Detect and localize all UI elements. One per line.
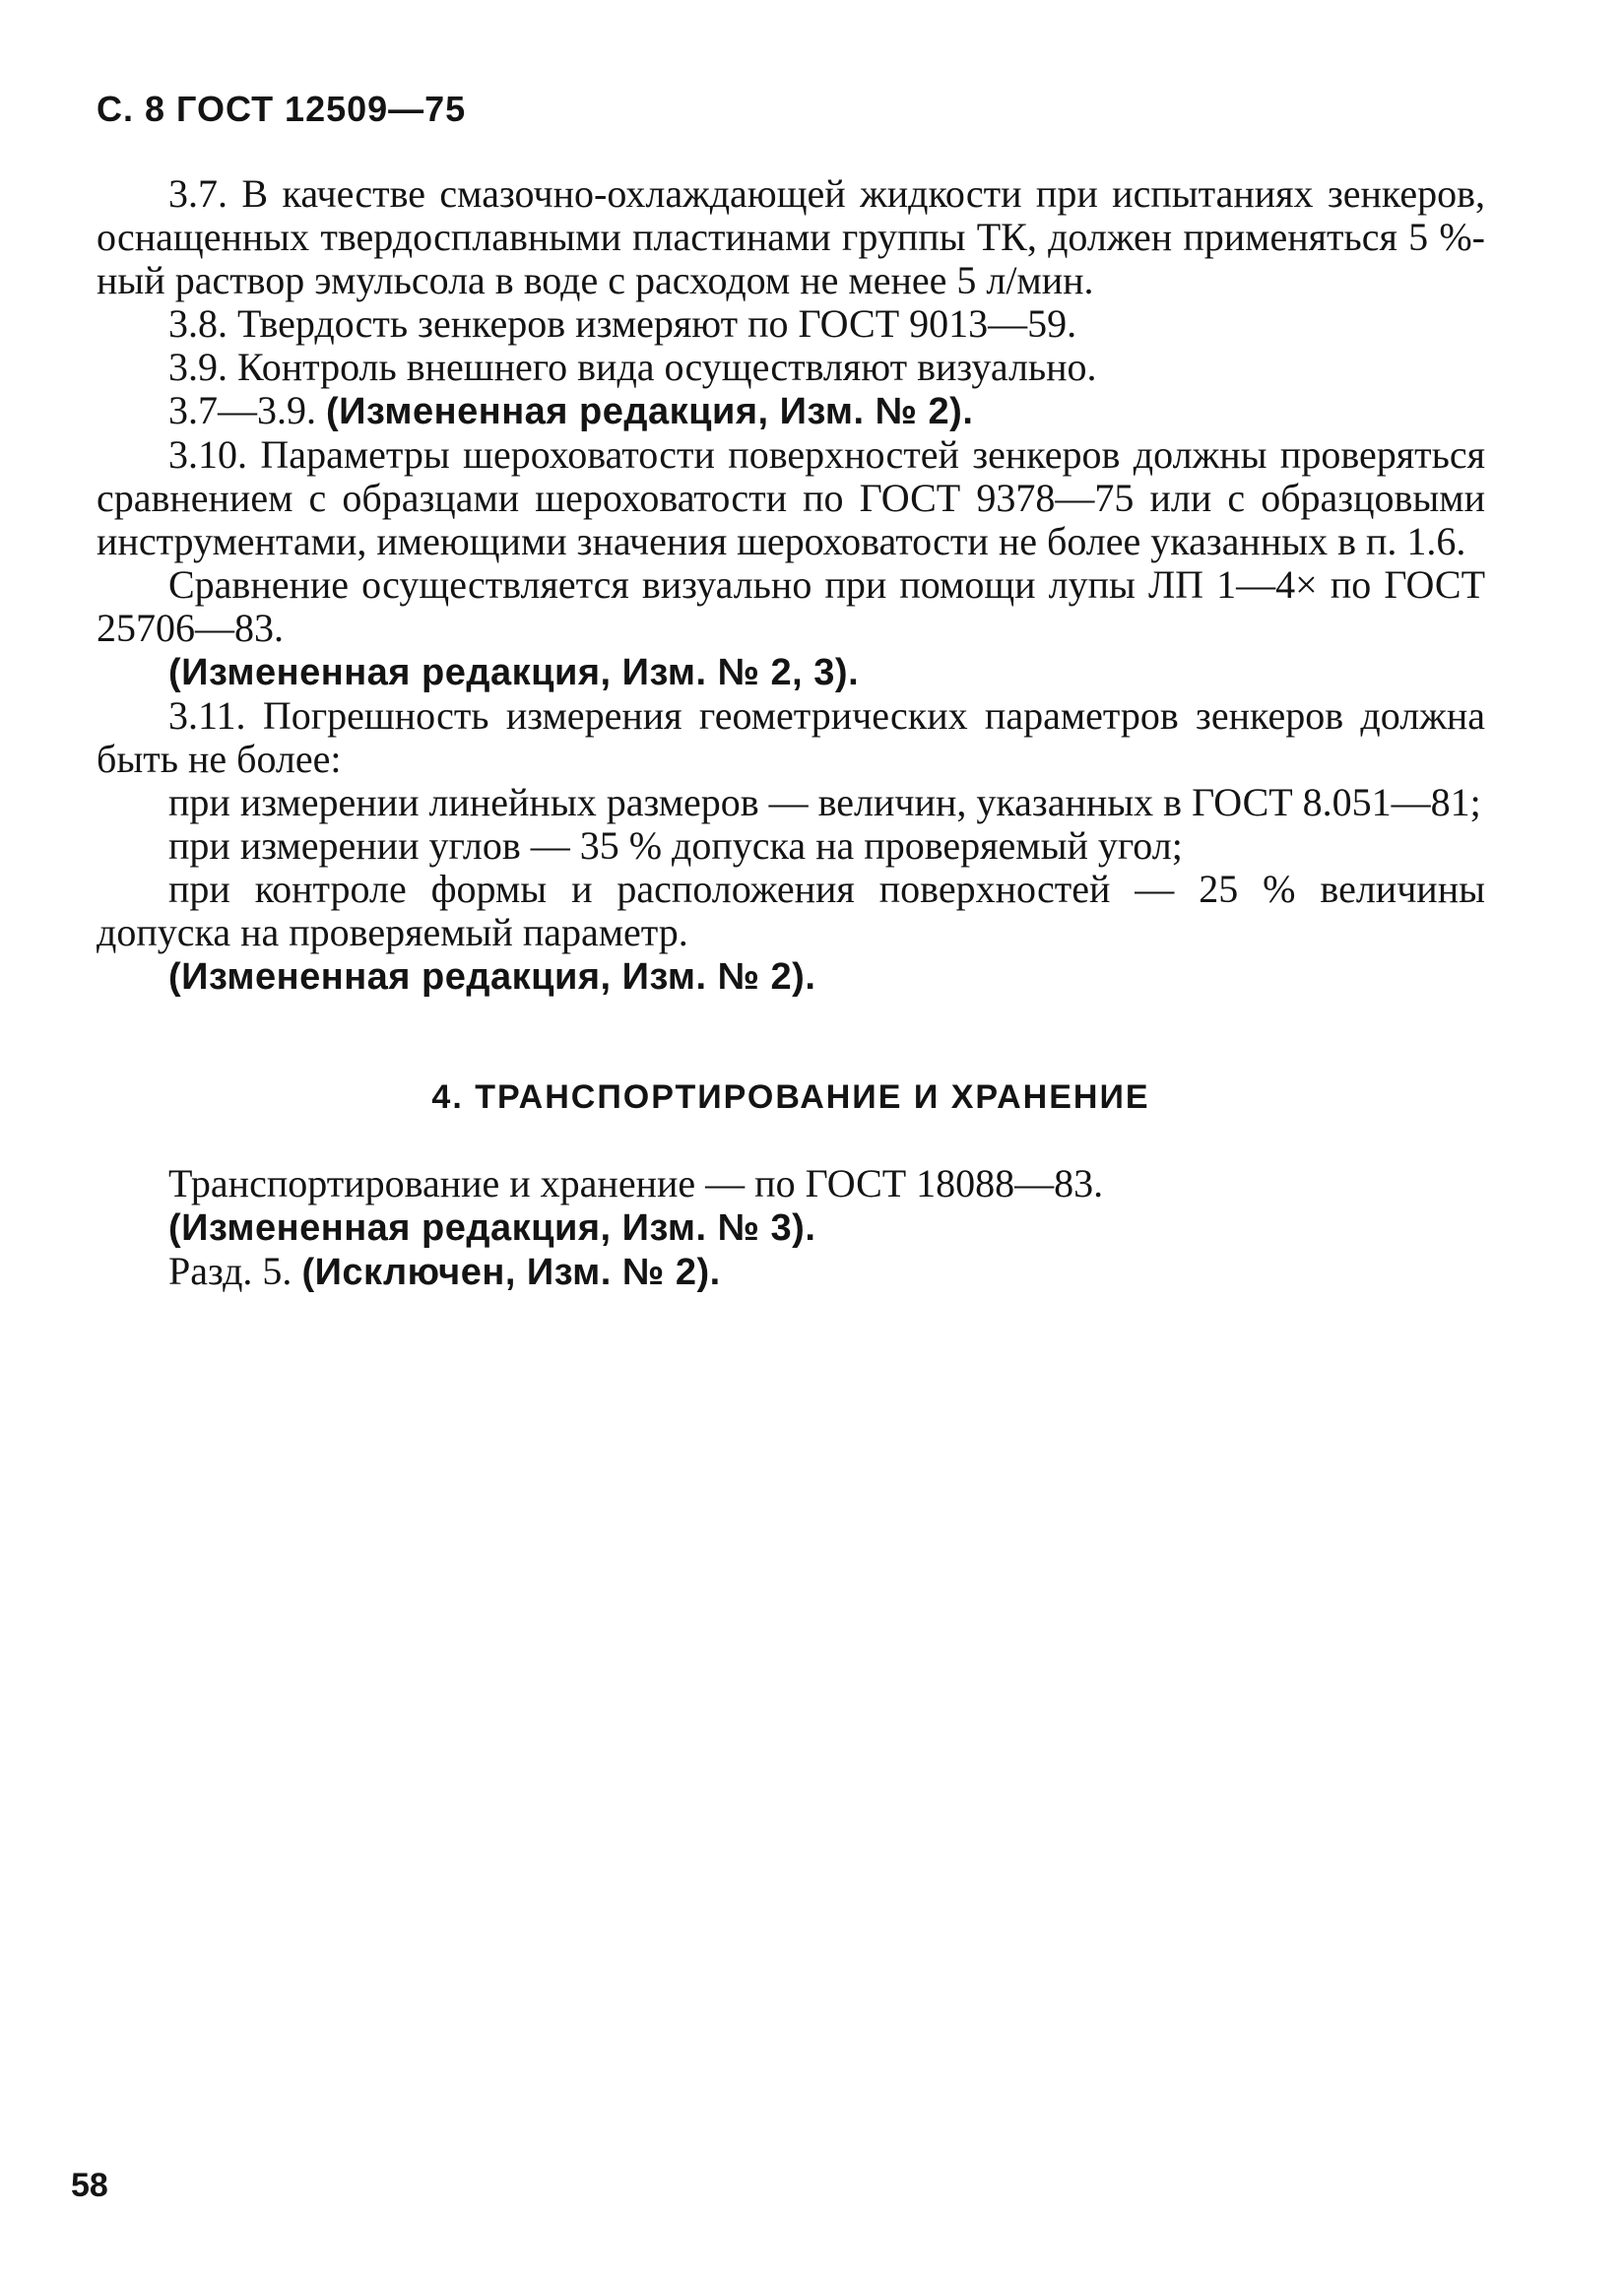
revision-note: (Исключен, Изм. № 2).: [301, 1252, 721, 1293]
revision-note: (Измененная редакция, Изм. № 2).: [326, 391, 974, 432]
section-5-prefix: Разд. 5.: [168, 1249, 302, 1293]
revision-note: (Измененная редакция, Изм. № 3).: [168, 1207, 816, 1249]
paragraph-3-10-note: [97, 650, 1485, 694]
paragraph-3-7-3-9-prefix: 3.7—3.9.: [168, 388, 326, 432]
revision-note: (Измененная редакция, Изм. № 2, 3).: [168, 652, 860, 693]
paragraph-3-9: 3.9. Контроль внешнего вида осуществляют визуально.: [168, 345, 1097, 389]
paragraph-3-10: 3.10. Параметры шероховатости поверхностей зенкеров должны проверяться сравнением с образцами шероховатости по ГОСТ 9378—75 или с образцовыми инструментами, имеющими значения шероховатости не более указанных в п. 1.6.: [97, 432, 1485, 563]
revision-note: (Измененная редакция, Изм. № 2).: [168, 956, 816, 998]
paragraph-3-11: 3.11. Погрешность измерения геометрических параметров зенкеров должна быть не более:: [97, 693, 1485, 781]
paragraph-3-11-note: [97, 954, 1485, 999]
paragraph-3-11-angles: при измерении углов — 35 % допуска на проверяемый угол;: [168, 823, 1183, 868]
body-text: [97, 172, 1485, 1294]
section-5-note: [97, 1250, 1485, 1294]
paragraph-3-11-form: при контроле формы и расположения поверхностей — 25 % величины допуска на проверяемый параметр.: [97, 867, 1485, 954]
page-number: 58: [71, 2167, 108, 2204]
running-head: С. 8 ГОСТ 12509—75: [97, 89, 467, 129]
section-4-note: [97, 1205, 1485, 1250]
section-title: 4. ТРАНСПОРТИРОВАНИЕ И ХРАНЕНИЕ: [431, 1078, 1150, 1116]
paragraph-3-8: 3.8. Твердость зенкеров измеряют по ГОСТ 9013—59.: [168, 301, 1077, 346]
section-4-text: Транспортирование и хранение — по ГОСТ 18088—83.: [168, 1161, 1104, 1205]
paragraph-3-11-linear: при измерении линейных размеров — величин, указанных в ГОСТ 8.051—81;: [168, 780, 1481, 824]
paragraph-3-7: 3.7. В качестве смазочно-охлаждающей жидкости при испытаниях зенкеров, оснащенных твердосплавными пластинами группы ТК, должен применяться 5 %-ный раствор эмульсола в воде с расходом не менее 5 л/мин.: [97, 171, 1485, 302]
paragraph-3-7-3-9-note: [97, 389, 1485, 433]
paragraph-3-10-continuation: Сравнение осуществляется визуально при помощи лупы ЛП 1—4× по ГОСТ 25706—83.: [97, 562, 1485, 650]
